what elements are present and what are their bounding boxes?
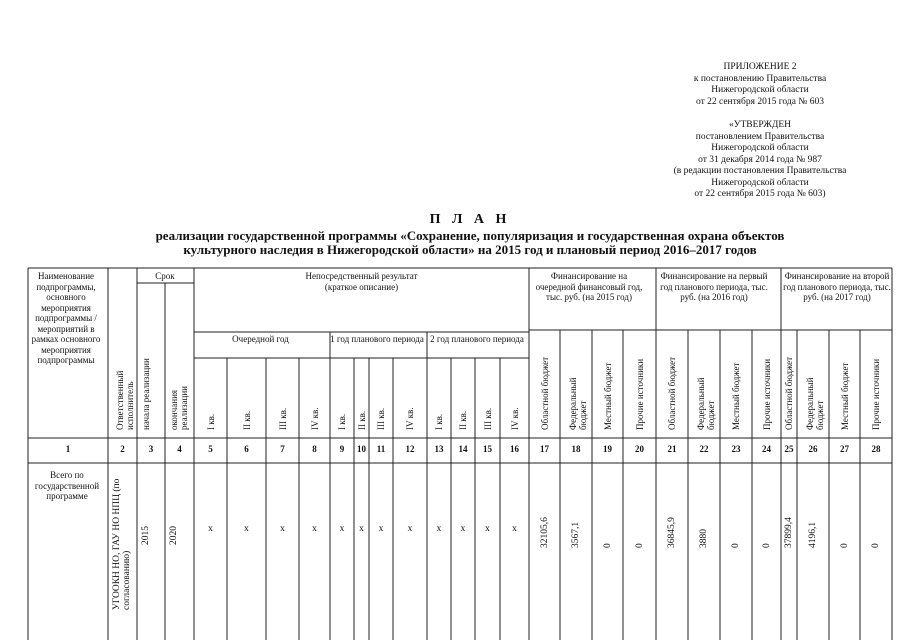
row-name: Всего по государственной программе (34, 470, 100, 501)
column-number: 24 (762, 444, 771, 454)
row-fin2015-other: 0 (634, 543, 645, 548)
header-budget-local: Местный бюджет (839, 362, 850, 430)
row-x-mark: x (512, 524, 517, 534)
row-fin2017-other: 0 (871, 543, 881, 548)
header-budget-federal: Федеральный бюджет (805, 377, 825, 430)
header-quarter: I кв. (434, 413, 444, 430)
column-number: 3 (148, 444, 154, 454)
column-number: 20 (635, 444, 644, 454)
header-quarter: II кв. (356, 410, 367, 430)
row-x-mark: x (339, 524, 345, 534)
row-fin2017-federal: 4196,1 (808, 521, 818, 548)
column-number: 28 (871, 444, 881, 454)
column-number: 17 (540, 444, 549, 454)
header-result: Непосредственный результат (305, 271, 418, 281)
header-fin-2016: Финансирование на первый год планового периода, тыс. руб. (на 2016 год) (660, 271, 768, 302)
approval-line: Нижегородской области (711, 177, 809, 188)
row-fin2015-local: 0 (602, 543, 613, 548)
title-line: культурного наследия в Нижегородской области» на 2015 год и плановый период 2016–2017 годов (183, 242, 757, 257)
header-current-year: Очередной год (232, 334, 289, 344)
column-number: 2 (120, 444, 125, 454)
column-number: 18 (571, 444, 581, 454)
row-fin2015-federal: 3567,1 (571, 521, 581, 548)
column-number: 13 (434, 444, 444, 454)
header-budget-local: Местный бюджет (731, 362, 741, 430)
column-number: 19 (603, 444, 612, 454)
column-number: 22 (699, 444, 709, 454)
appendix-line: к постановлению Правительства (693, 73, 827, 84)
header-quarter: IV кв. (509, 407, 520, 430)
approval-line: от 22 сентября 2015 года № 603) (694, 189, 826, 199)
header-fin-2015: Финансирование на очередной финансовый год, тыс. руб. (на 2015 год) (535, 271, 643, 302)
column-number: 27 (840, 444, 849, 454)
appendix-line: от 22 сентября 2015 года № 603 (695, 96, 824, 107)
header-plan-year-1: 1 год планового периода (330, 334, 424, 344)
header-quarter: I кв. (337, 413, 347, 430)
header-budget-local: Местный бюджет (602, 362, 613, 430)
approval-line: Нижегородской области (711, 143, 809, 153)
row-x-mark: x (436, 524, 442, 534)
header-budget-regional: Областной бюджет (667, 356, 677, 430)
row-x-mark: x (312, 524, 317, 534)
column-number: 12 (405, 444, 415, 454)
header-quarter: II кв. (241, 410, 252, 430)
row-fin2016-other: 0 (761, 543, 772, 548)
approval-line: «УТВЕРЖДЕН (728, 120, 792, 130)
row-fin2017-local: 0 (839, 543, 850, 548)
column-number: 7 (280, 444, 285, 454)
column-number: 23 (731, 444, 741, 454)
column-number: 5 (208, 444, 213, 454)
header-budget-regional: Областной бюджет (539, 356, 550, 430)
approval-line: от 31 декабря 2014 года № 987 (698, 154, 822, 165)
row-x-mark: x (359, 524, 364, 534)
row-start: 2015 (141, 526, 151, 545)
header-budget-federal: Федеральный бюджет (568, 377, 588, 430)
column-number: 25 (784, 444, 794, 454)
header-quarter: IV кв. (309, 407, 320, 430)
header-term: Срок (155, 271, 175, 281)
header-name: Наименование подпрограммы, основного мероприятия подпрограммы /мероприятий в рамках основного мероприятия подпрограммы (31, 271, 101, 365)
header-quarter: IV кв. (405, 407, 415, 430)
approval-line: постановлением Правительства (695, 131, 825, 142)
header-budget-federal: Федеральный бюджет (696, 377, 716, 430)
row-x-mark: x (378, 524, 384, 534)
column-number: 11 (376, 444, 386, 454)
header-budget-other: Прочие источники (634, 358, 645, 430)
column-number: 15 (483, 444, 492, 454)
header-fin-2017: Финансирование на второй год планового периода, тыс. руб. (на 2017 год) (783, 271, 891, 302)
title-line: реализации государственной программы «Сохранение, популяризация и государственная охрана объектов (155, 228, 785, 243)
header-quarter: I кв. (205, 413, 216, 430)
column-number: 6 (244, 444, 249, 454)
column-number: 10 (357, 444, 366, 454)
column-number: 16 (510, 444, 519, 454)
row-fin2016-regional: 36845,9 (667, 517, 677, 548)
appendix-line: Нижегородской области (711, 85, 809, 95)
column-number: 14 (458, 444, 468, 454)
column-number: 21 (667, 444, 677, 454)
header-quarter: III кв. (376, 407, 386, 430)
title-plan: П Л А Н (429, 212, 511, 227)
row-x-mark: x (280, 524, 285, 534)
row-fin2016-federal: 3880 (699, 529, 709, 548)
column-number: 26 (808, 444, 818, 454)
row-x-mark: x (460, 524, 466, 534)
header-quarter: II кв. (458, 410, 468, 430)
column-number: 9 (339, 444, 345, 454)
approval-line: (в редакции постановления Правительства (673, 166, 847, 176)
header-plan-year-2: 2 год планового периода (430, 334, 524, 344)
row-fin2015-regional: 32105,6 (539, 517, 550, 548)
header-quarter: III кв. (482, 407, 493, 430)
header-budget-regional: Областной бюджет (784, 356, 794, 430)
row-responsible: УГООКН НО, ГАУ НО НПЦ (по согласованию) (112, 478, 132, 610)
column-number: 4 (177, 444, 182, 454)
appendix-line: ПРИЛОЖЕНИЕ 2 (723, 62, 797, 72)
column-number: 8 (312, 444, 317, 454)
column-number: 1 (65, 444, 71, 454)
header-budget-other: Прочие источники (761, 358, 772, 430)
header-term-end: окончания реализации (169, 386, 189, 430)
header-budget-other: Прочие источники (871, 358, 881, 430)
header-term-start: начала реализации (141, 358, 151, 430)
header-responsible: Ответственный исполнитель (115, 370, 135, 430)
header-result-sub: (краткое описание) (324, 282, 399, 292)
row-fin2016-local: 0 (731, 543, 741, 548)
row-end: 2020 (169, 526, 179, 545)
row-x-mark: x (244, 524, 249, 534)
row-fin2017-regional: 37899,4 (784, 517, 794, 548)
header-quarter: III кв. (277, 407, 288, 430)
row-x-mark: x (208, 524, 213, 534)
row-x-mark: x (485, 524, 490, 534)
row-x-mark: x (407, 524, 413, 534)
